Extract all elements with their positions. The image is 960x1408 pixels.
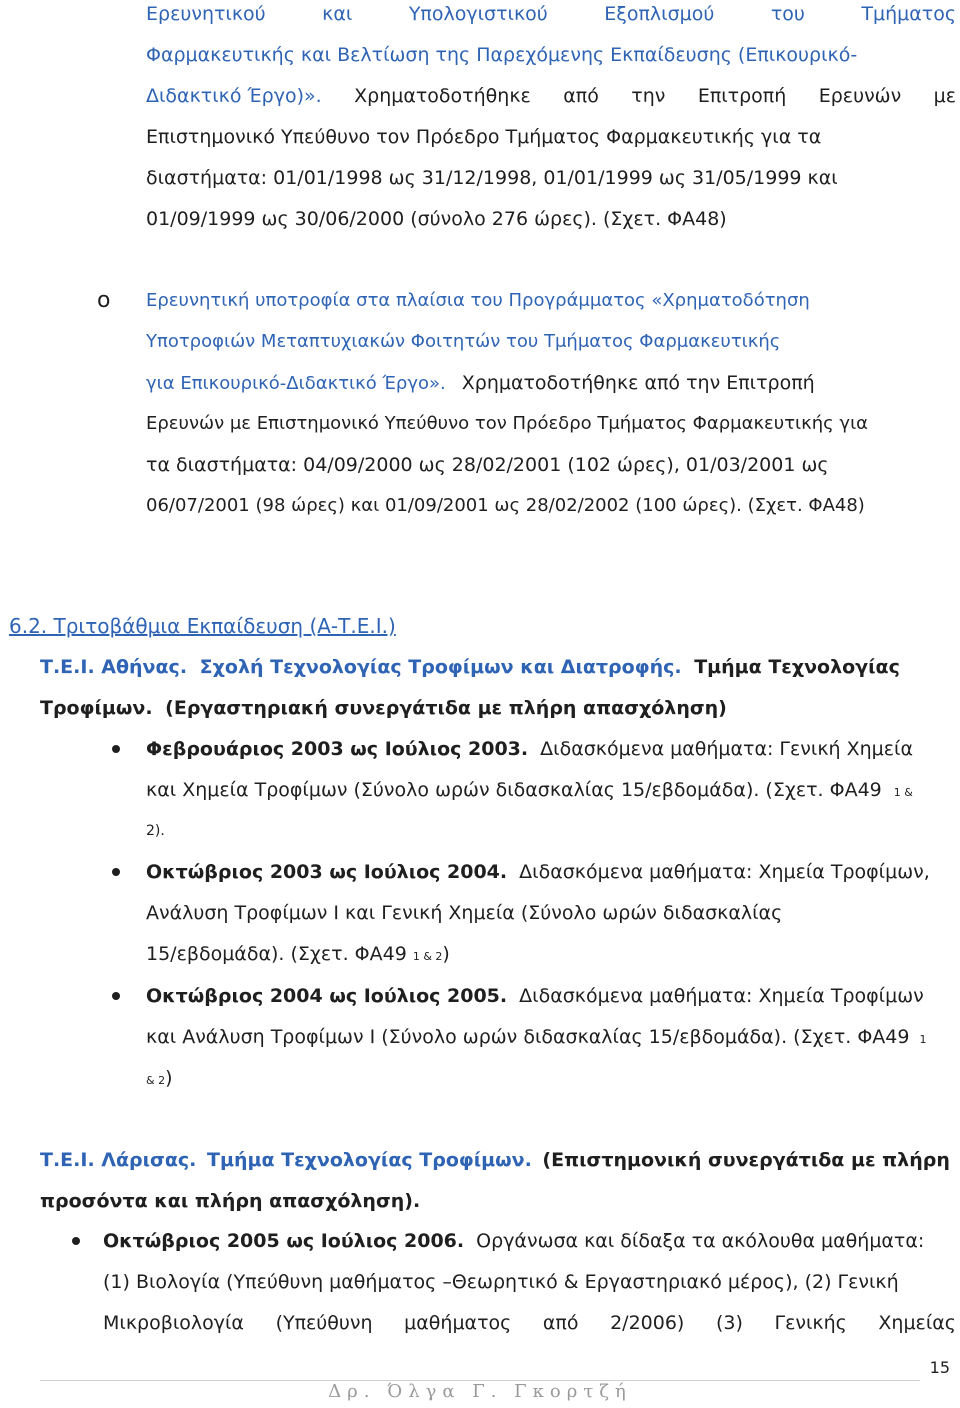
para1-line4: Επιστημονικό Υπεύθυνο τον Πρόεδρο Τμήματος Φαρμακευτικής για τα xyxy=(146,126,822,148)
paren: ) xyxy=(165,1067,173,1089)
para2-line3-rest: Χρηματοδοτήθηκε από την Επιτροπή xyxy=(461,372,815,394)
paren: ) xyxy=(442,943,450,965)
larisa-item-line3 xyxy=(103,1309,956,1337)
period: Οκτώβριος 2005 ως Ιούλιος 2006. xyxy=(103,1230,465,1252)
tei-athens-line1 xyxy=(40,653,900,681)
bullet-icon xyxy=(112,992,120,1000)
larisa-item-line2: (1) Βιολογία (Υπεύθυνη μαθήματος –Θεωρητικό & Εργαστηριακό μέρος), (2) Γενική xyxy=(103,1271,899,1293)
athens-item1-line3: 2). xyxy=(146,823,165,839)
courses: Διδασκόμενα μαθήματα: Χημεία Τροφίμων xyxy=(519,985,924,1007)
word: Υπολογιστικού xyxy=(408,3,548,25)
word: (3) xyxy=(715,1312,743,1334)
section-heading: 6.2. Τριτοβάθμια Εκπαίδευση (Α-Τ.Ε.Ι.) xyxy=(9,614,396,638)
tei-athens-line2 xyxy=(40,694,727,722)
footer-author: Δρ. Όλγα Γ. Γκορτζή xyxy=(328,1381,632,1402)
word: Τμήματος xyxy=(861,3,956,25)
institution: Τ.Ε.Ι. Λάρισας. xyxy=(40,1149,197,1171)
bullet-icon xyxy=(72,1237,80,1245)
bullet-icon xyxy=(112,745,120,753)
word: από xyxy=(563,85,599,107)
para1-line1 xyxy=(146,0,956,28)
tei-larisa-line2: προσόντα και πλήρη απασχόληση). xyxy=(40,1190,421,1212)
athens-item1-line2 xyxy=(146,776,913,807)
athens-item2-line2: Ανάλυση Τροφίμων Ι και Γενική Χημεία (Σύνολο ωρών διδασκαλίας xyxy=(146,902,783,924)
athens-item2-line3 xyxy=(146,940,450,971)
program-title-end: για Επικουρικό-Διδακτικό Έργο». xyxy=(146,373,446,394)
word: του xyxy=(770,3,805,25)
word: Μικροβιολογία xyxy=(103,1312,244,1334)
athens-item2-line1 xyxy=(146,858,930,886)
athens-item3-line1 xyxy=(146,982,924,1010)
period: Οκτώβριος 2004 ως Ιούλιος 2005. xyxy=(146,985,508,1007)
athens-item1-line1 xyxy=(146,735,913,763)
word: (Υπεύθυνη xyxy=(275,1312,373,1334)
word: Ερευνών xyxy=(818,85,902,107)
period: Φεβρουάριος 2003 ως Ιούλιος 2003. xyxy=(146,738,529,760)
athens-item3-line2 xyxy=(146,1023,927,1054)
department-end: Τροφίμων. xyxy=(40,697,153,719)
word: Επιτροπή xyxy=(697,85,787,107)
word: την xyxy=(631,85,666,107)
text: και Χημεία Τροφίμων (Σύνολο ωρών διδασκαλίας 15/εβδομάδα). (Σχετ. ΦΑ49 xyxy=(146,779,882,801)
courses: Διδασκόμενα μαθήματα: Γενική Χημεία xyxy=(540,738,913,760)
word: 2/2006) xyxy=(610,1312,685,1334)
para2-line1: Ερευνητική υποτροφία στα πλαίσια του Προγράμματος «Χρηματοδότηση xyxy=(146,290,810,311)
para1-line2: Φαρμακευτικής και Βελτίωση της Παρεχόμενης Εκπαίδευσης (Επικουρικό- xyxy=(146,44,858,66)
word: από xyxy=(542,1312,579,1334)
para2-line5: τα διαστήματα: 04/09/2000 ως 28/02/2001 (102 ώρες), 01/03/2001 ως xyxy=(146,454,829,476)
word: Χρηματοδοτήθηκε xyxy=(354,85,531,107)
larisa-item-line1 xyxy=(103,1227,924,1255)
ref-sub: 1 & 2 xyxy=(412,950,443,963)
word: με xyxy=(933,85,956,107)
word: Εξοπλισμού xyxy=(604,3,715,25)
period: Οκτώβριος 2003 ως Ιούλιος 2004. xyxy=(146,861,508,883)
para1-line5: διαστήματα: 01/01/1998 ως 31/12/1998, 01/01/1999 ως 31/05/1999 και xyxy=(146,167,838,189)
athens-item3-line3 xyxy=(146,1064,173,1095)
text: 15/εβδομάδα). (Σχετ. ΦΑ49 xyxy=(146,943,407,965)
word: Χημείας xyxy=(878,1312,956,1334)
word: και xyxy=(322,3,353,25)
page-number: 15 xyxy=(929,1358,950,1377)
ref-sub: 1 xyxy=(919,1033,927,1046)
para1-line3 xyxy=(146,82,956,110)
word: Ερευνητικού xyxy=(146,3,266,25)
role: (Επιστημονική συνεργάτιδα με πλήρη xyxy=(542,1149,950,1171)
word: Γενικής xyxy=(774,1312,847,1334)
circle-bullet: o xyxy=(97,288,111,313)
word: μαθήματος xyxy=(404,1312,512,1334)
role: (Εργαστηριακή συνεργάτιδα με πλήρη απασχόληση) xyxy=(165,697,727,719)
ref-sub: & 2 xyxy=(146,1074,166,1087)
bullet-icon xyxy=(112,868,120,876)
para1-line6: 01/09/1999 ως 30/06/2000 (σύνολο 276 ώρες). (Σχετ. ΦΑ48) xyxy=(146,208,727,230)
text: Οργάνωσα και δίδαξα τα ακόλουθα μαθήματα: xyxy=(476,1230,925,1252)
para2-line6: 06/07/2001 (98 ώρες) και 01/09/2001 ως 28/02/2002 (100 ώρες). (Σχετ. ΦΑ48) xyxy=(146,495,865,516)
department: Τμήμα Τεχνολογίας Τροφίμων. xyxy=(207,1149,532,1171)
institution: Τ.Ε.Ι. Αθήνας. xyxy=(40,656,188,678)
ref-sub: 1 & xyxy=(893,786,913,799)
para2-line4: Ερευνών με Επιστημονικό Υπεύθυνο τον Πρόεδρο Τμήματος Φαρμακευτικής για xyxy=(146,413,869,434)
para2-line3 xyxy=(146,369,815,398)
school: Σχολή Τεχνολογίας Τροφίμων και Διατροφής. xyxy=(199,656,682,678)
para2-line2: Υποτροφιών Μεταπτυχιακών Φοιτητών του Τμήματος Φαρμακευτικής xyxy=(146,331,781,352)
department: Τμήμα Τεχνολογίας xyxy=(694,656,900,678)
project-title-end: Διδακτικό Έργο)». xyxy=(146,85,322,107)
tei-larisa-line1 xyxy=(40,1146,950,1174)
text: και Ανάλυση Τροφίμων Ι (Σύνολο ωρών διδασκαλίας 15/εβδομάδα). (Σχετ. ΦΑ49 xyxy=(146,1026,910,1048)
courses: Διδασκόμενα μαθήματα: Χημεία Τροφίμων, xyxy=(519,861,930,883)
